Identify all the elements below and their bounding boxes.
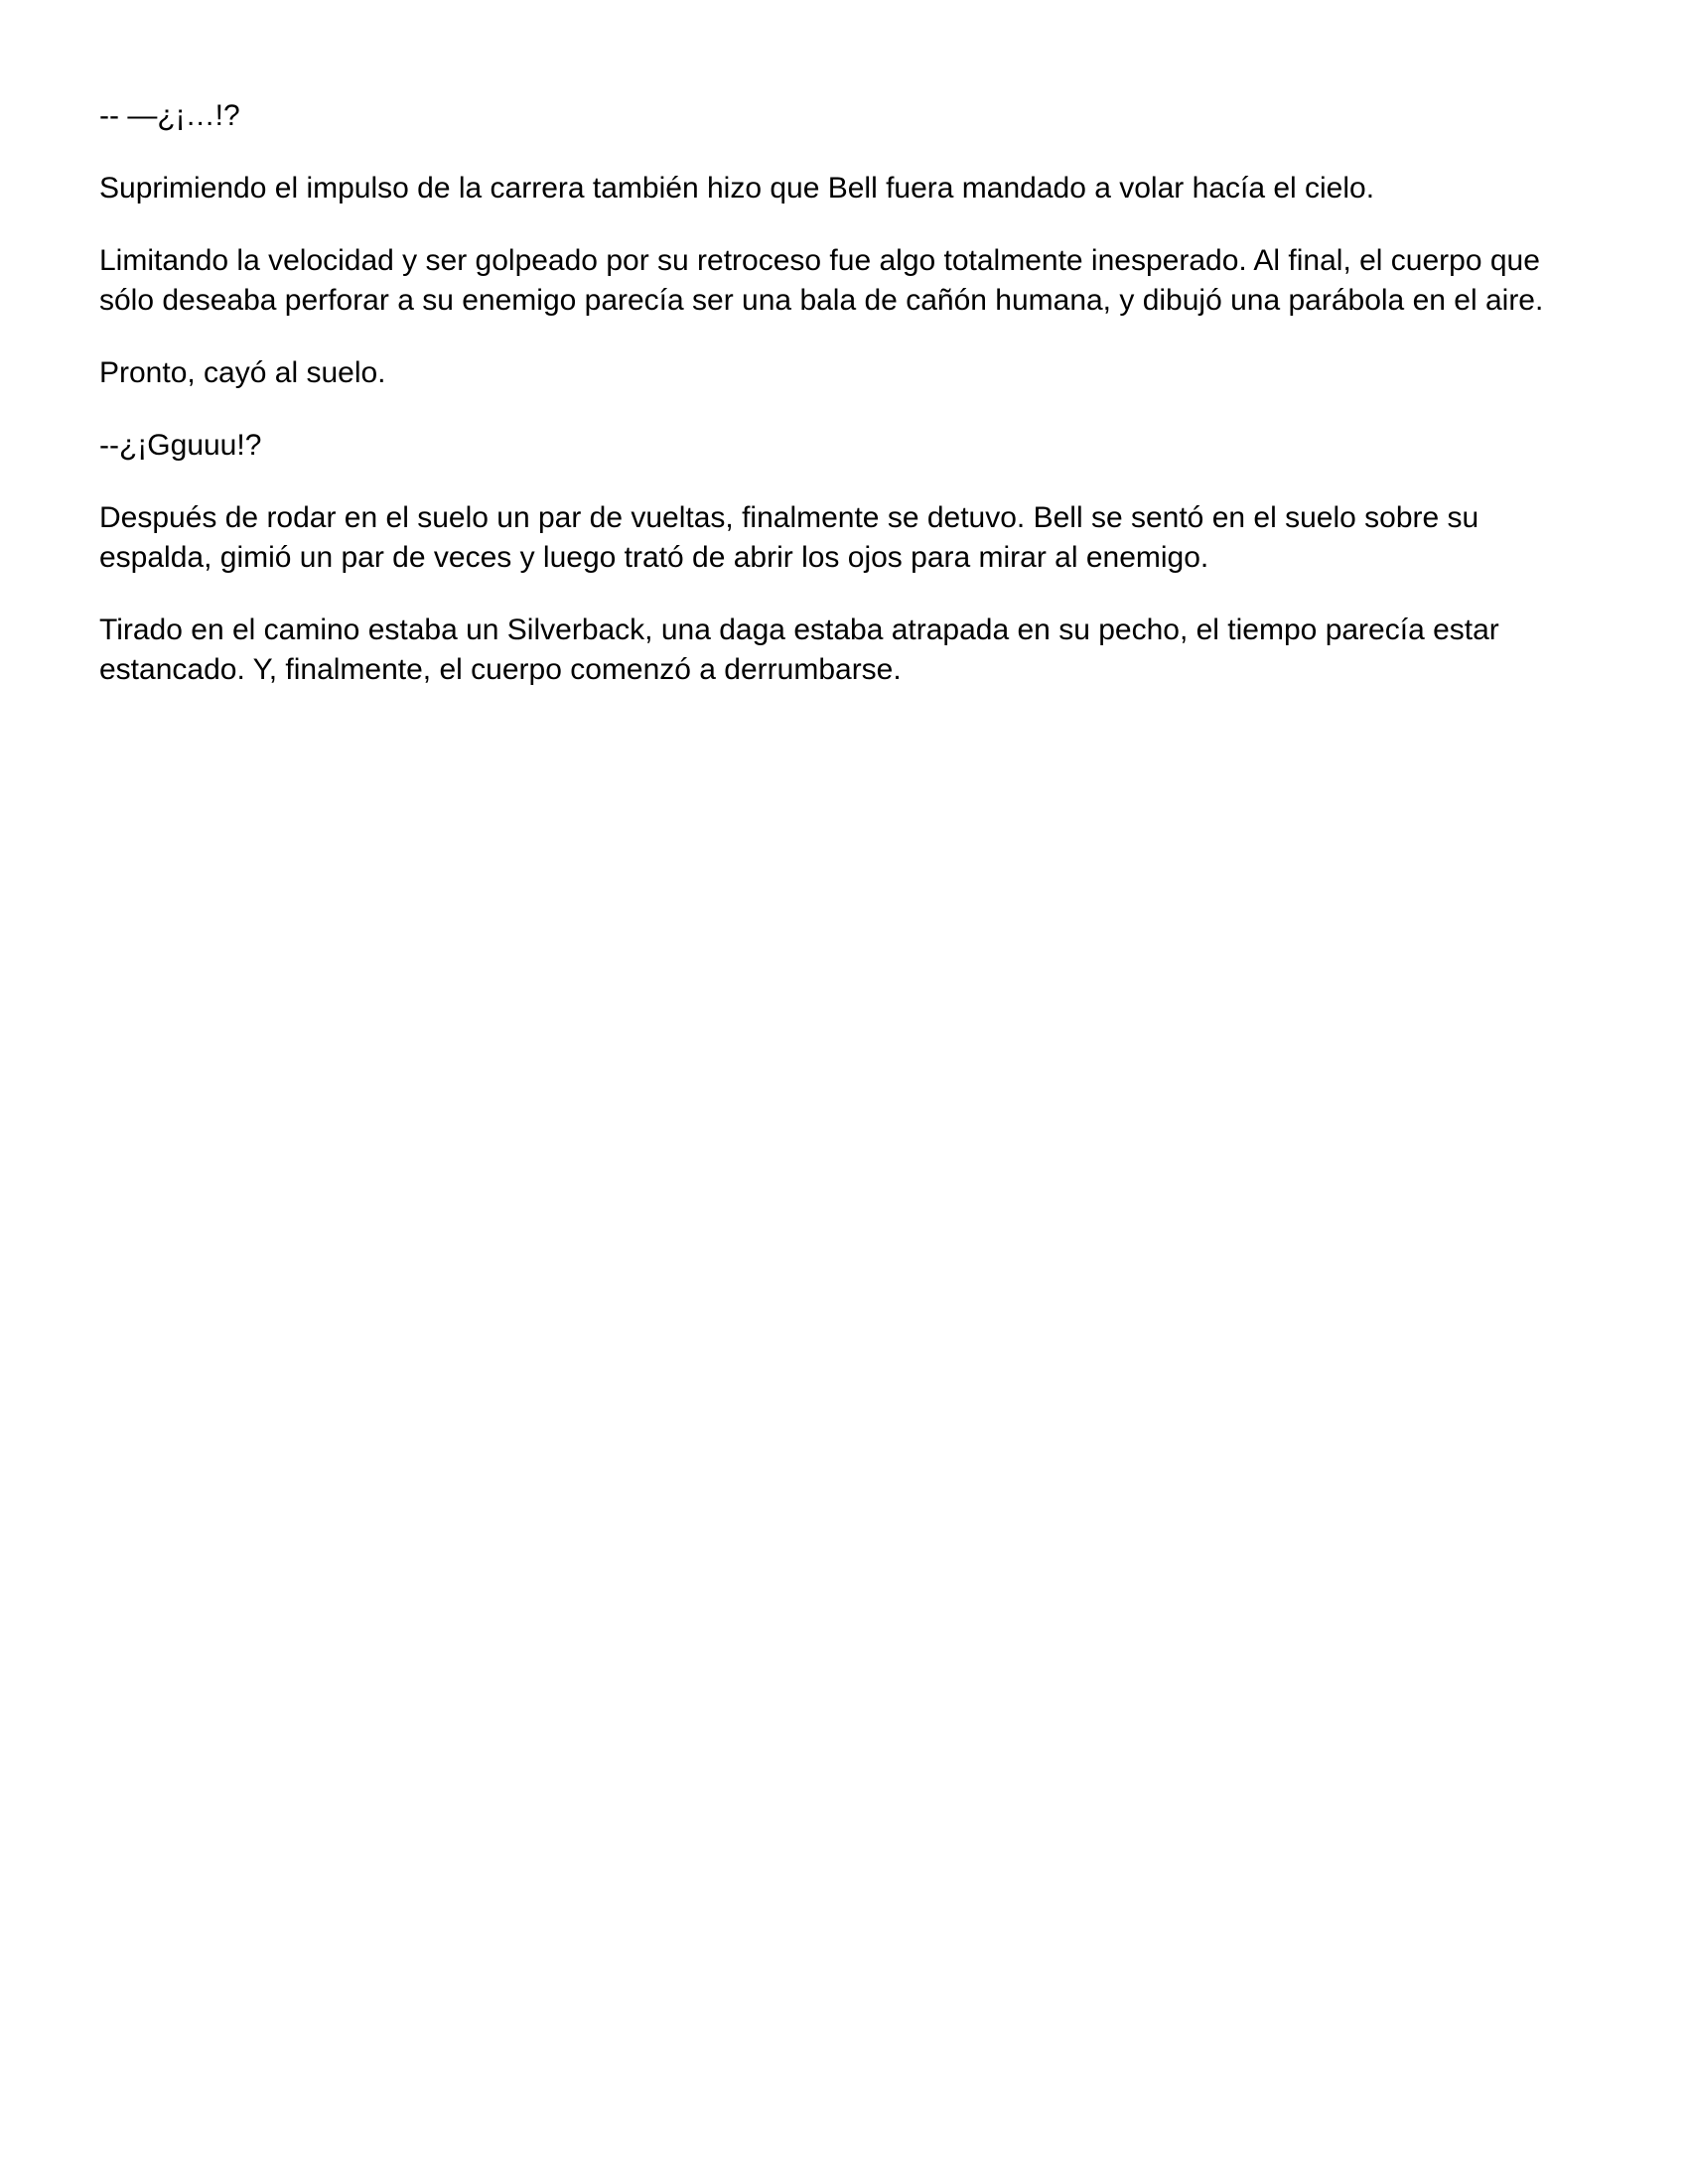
paragraph-interjection-2: --¿¡Gguuu!? [99, 429, 262, 462]
paragraph-body-3: Pronto, cayó al suelo. [99, 356, 386, 389]
paragraph-body-2: Limitando la velocidad y ser golpeado por su retroceso fue algo totalmente inesperado. Al final, el cuerpo que sólo deseaba perforar a su enemigo parecía ser una bala de cañón humana, y dibujó una parábola en el aire. [99, 244, 1544, 317]
paragraph-interjection-1: -- —¿¡…!? [99, 99, 240, 132]
paragraph-body-4: Después de rodar en el suelo un par de vueltas, finalmente se detuvo. Bell se sentó en el suelo sobre su espalda, gimió un par de veces y luego trató de abrir los ojos para mirar al enemigo. [99, 501, 1479, 574]
paragraph-body-1: Suprimiendo el impulso de la carrera también hizo que Bell fuera mandado a volar hacía el cielo. [99, 172, 1375, 205]
paragraph-body-5: Tirado en el camino estaba un Silverback, una daga estaba atrapada en su pecho, el tiempo parecía estar estancado. Y, finalmente, el cuerpo comenzó a derrumbarse. [99, 614, 1499, 686]
